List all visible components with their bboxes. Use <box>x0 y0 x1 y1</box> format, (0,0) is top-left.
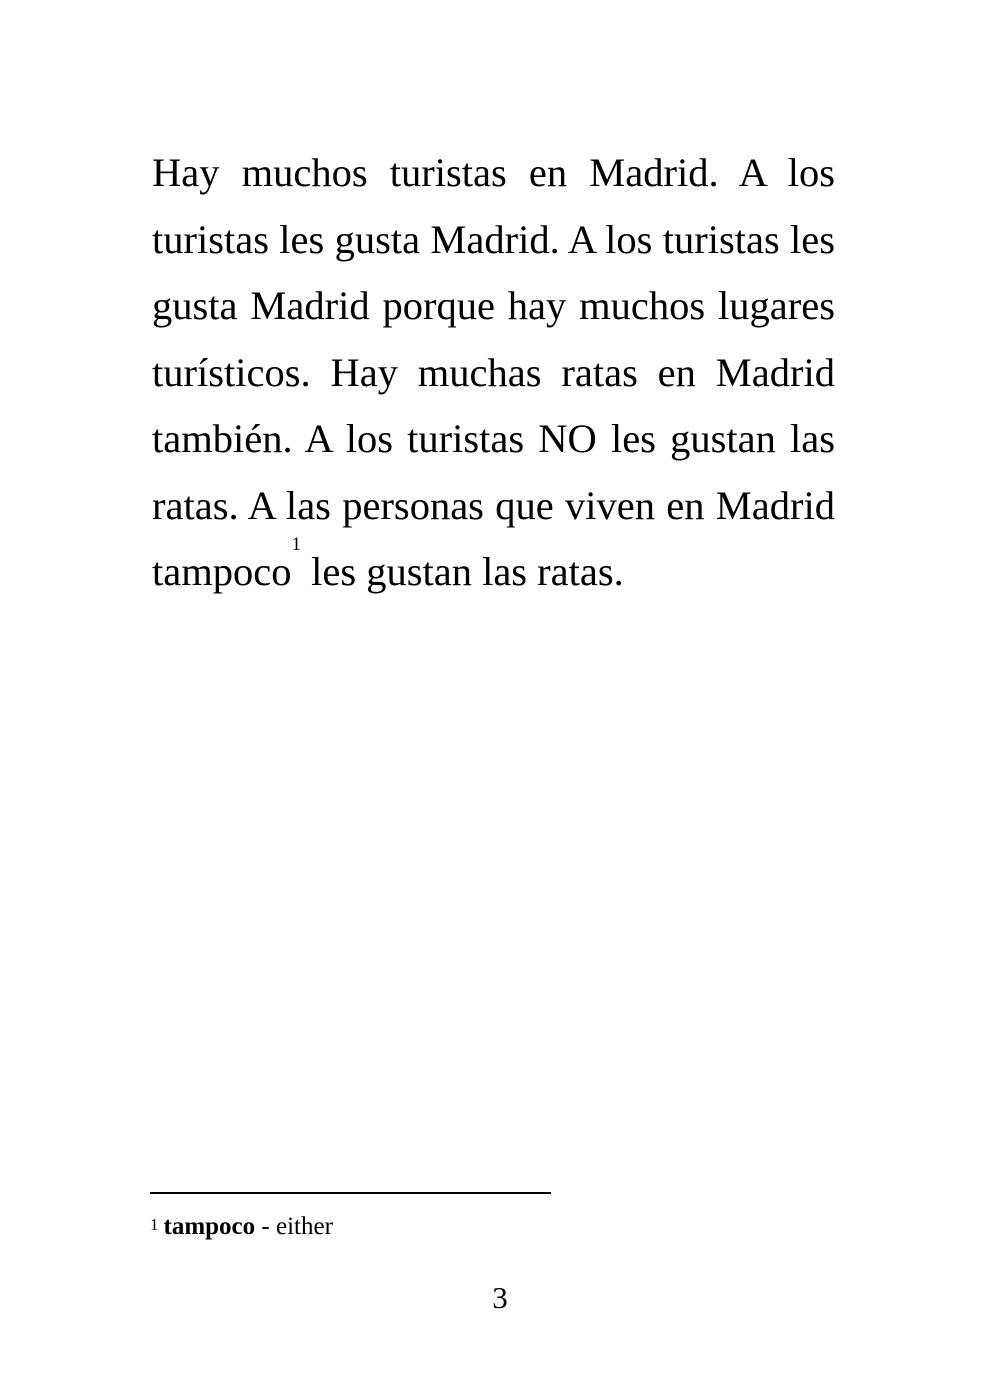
footnote-term: tampoco <box>163 1213 256 1240</box>
page-number: 3 <box>492 1280 508 1315</box>
footnote-definition: either <box>275 1213 333 1240</box>
footnote-marker: 1 <box>150 1215 159 1234</box>
body-text-before-ref: Hay muchos turistas en Madrid. A los turistas les gusta Madrid. A los turistas les gusta Madrid porque hay muchos lugares turísticos. Hay muchas ratas en Madrid también. A los turistas NO les gustan las ratas. A las personas que viven en Madrid tampoco <box>152 150 835 594</box>
footnote <box>150 1212 333 1242</box>
footnote-separator <box>150 1192 551 1194</box>
body-paragraph <box>152 140 835 606</box>
footnote-reference: 1 <box>291 534 301 555</box>
footnote-separator-text: - <box>255 1213 276 1240</box>
body-text-after-ref: les gustan las ratas. <box>300 549 624 594</box>
